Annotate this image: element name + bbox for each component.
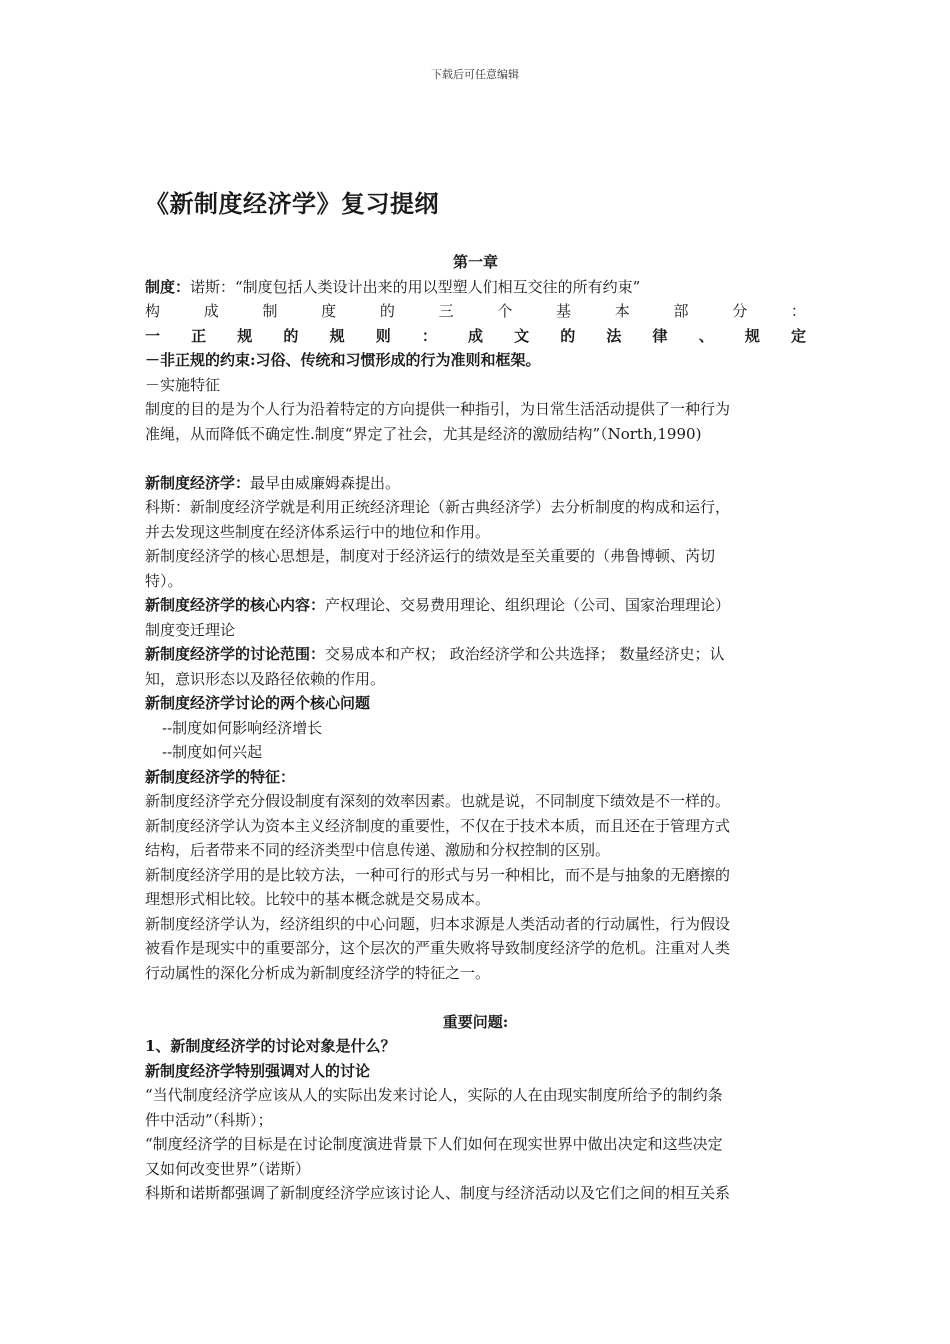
spread-char: 制 <box>262 302 278 320</box>
spread-char: 正 <box>191 326 207 345</box>
nie-text: 最早由威廉姆森提出。 <box>250 473 401 492</box>
purpose-line-2: 准绳，从而降低不确定性.制度“界定了社会，尤其是经济的激励结构”（North,1990) <box>145 424 702 443</box>
spread-char: 构 <box>145 302 161 320</box>
spread-char: 律 <box>652 326 668 345</box>
scope-line-2: 知，意识形态以及路径依赖的作用。 <box>145 669 386 688</box>
spread-char: 规 <box>329 326 345 345</box>
feature-3-line-2: 理想形式相比较。比较中的基本概念就是交易成本。 <box>145 890 491 908</box>
issue-2: --制度如何兴起 <box>162 743 263 761</box>
formal-rules-line <box>145 324 806 349</box>
spread-char: 成 <box>203 302 219 320</box>
nie-label: 新制度经济学： <box>145 473 251 492</box>
feature-4-line-1: 新制度经济学认为，经济组织的中心问题，归本求源是人类活动者的行动属性，行为假设 <box>145 914 731 933</box>
feature-1: 新制度经济学充分假设制度有深刻的效率因素。也就是说，不同制度下绩效是不一样的。 <box>145 792 731 810</box>
feature-2-line-2: 结构，后者带来不同的经济类型中信息传递、激励和分权控制的区别。 <box>145 841 611 859</box>
nie-line <box>145 471 806 496</box>
spread-char: 度 <box>321 302 337 320</box>
definition-line <box>145 275 806 300</box>
definition-text: 诺斯：“制度包括人类设计出来的用以型塑人们相互交往的所有约束” <box>190 277 641 296</box>
three-parts-line <box>145 299 806 324</box>
spread-char: 基 <box>556 302 572 320</box>
core-content-line <box>145 593 806 618</box>
spread-char: 的 <box>560 326 576 345</box>
implementation: －实施特征 <box>145 375 221 394</box>
spread-char: 的 <box>379 302 395 320</box>
page-header: 下载后可任意编辑 <box>431 68 519 81</box>
informal-constraints: －非正规的约束:习俗、传统和习惯形成的行为准则和框架。 <box>145 351 541 369</box>
feature-3-line-1: 新制度经济学用的是比较方法，一种可行的形式与另一种相比，而不是与抽象的无磨擦的 <box>145 865 731 884</box>
purpose-line-1: 制度的目的是为个人行为沿着特定的方向提供一种指引，为日常生活活动提供了一种行为 <box>145 400 731 418</box>
scope-line <box>145 642 806 667</box>
quote-1-line-2: 件中活动”（科斯）； <box>145 1110 273 1129</box>
quote-2-line-2: 又如何改变世界”（诺斯） <box>145 1159 311 1178</box>
spread-char: 规 <box>744 326 760 345</box>
spread-char: ： <box>421 326 437 345</box>
two-issues-heading: 新制度经济学讨论的两个核心问题 <box>145 694 371 712</box>
spread-char: ： <box>790 302 806 320</box>
core-content-text: 产权理论、交易费用理论、组织理论（公司、国家治理理论） <box>325 596 731 614</box>
chapter-heading: 第一章 <box>452 253 498 271</box>
spread-char: 的 <box>283 326 299 345</box>
spread-char: 规 <box>237 326 253 345</box>
spread-char: 本 <box>614 302 630 320</box>
question-1: 1、新制度经济学的讨论对象是什么？ <box>145 1037 396 1055</box>
spread-char: 一 <box>145 326 161 345</box>
question-1-subheading: 新制度经济学特别强调对人的讨论 <box>145 1061 371 1080</box>
features-heading: 新制度经济学的特征： <box>145 767 296 786</box>
issue-1: --制度如何影响经济增长 <box>162 718 323 737</box>
core-content-line-2: 制度变迁理论 <box>145 620 236 639</box>
spread-char: 定 <box>790 326 806 345</box>
spread-char: 分 <box>732 302 748 320</box>
spread-char: 部 <box>673 302 689 320</box>
spread-char: 法 <box>606 326 622 345</box>
spread-char: 则 <box>375 326 391 345</box>
quote-2-line-1: “制度经济学的目标是在讨论制度演进背景下人们如何在现实世界中做出决定和这些决定 <box>145 1135 723 1153</box>
spread-char: 成 <box>467 326 483 345</box>
coase-line-2: 并去发现这些制度在经济体系运行中的地位和作用。 <box>145 522 491 541</box>
feature-4-line-3: 行动属性的深化分析成为新制度经济学的特征之一。 <box>145 963 491 982</box>
spread-char: 三 <box>438 302 454 320</box>
spread-char: 、 <box>698 326 714 345</box>
core-idea-line-1: 新制度经济学的核心思想是，制度对于经济运行的绩效是至关重要的（弗鲁博顿、芮切 <box>145 547 716 565</box>
coase-line-1: 科斯：新制度经济学就是利用正统经济理论（新古典经济学）去分析制度的构成和运行， <box>145 498 731 516</box>
quote-1-line-1: “当代制度经济学应该从人的实际出发来讨论人，实际的人在由现实制度所给予的制约条 <box>145 1086 723 1104</box>
spread-char: 个 <box>497 302 513 320</box>
important-questions-heading: 重要问题: <box>442 1012 509 1031</box>
core-idea-line-2: 特）。 <box>145 571 183 590</box>
spread-char: 文 <box>514 326 530 345</box>
definition-label: 制度： <box>145 277 191 296</box>
scope-text: 交易成本和产权； 政治经济学和公共选择； 数量经济史；认 <box>325 645 725 663</box>
document-title: 《新制度经济学》复习提纲 <box>145 190 439 218</box>
last-line: 科斯和诺斯都强调了新制度经济学应该讨论人、制度与经济活动以及它们之间的相互关系 <box>145 1184 731 1202</box>
core-content-label: 新制度经济学的核心内容： <box>145 596 326 614</box>
feature-2-line-1: 新制度经济学认为资本主义经济制度的重要性，不仅在于技术本质，而且还在于管理方式 <box>145 816 731 835</box>
document-body <box>145 250 806 1206</box>
feature-4-line-2: 被看作是现实中的重要部分，这个层次的严重失败将导致制度经济学的危机。注重对人类 <box>145 939 731 957</box>
scope-label: 新制度经济学的讨论范围： <box>145 645 326 663</box>
